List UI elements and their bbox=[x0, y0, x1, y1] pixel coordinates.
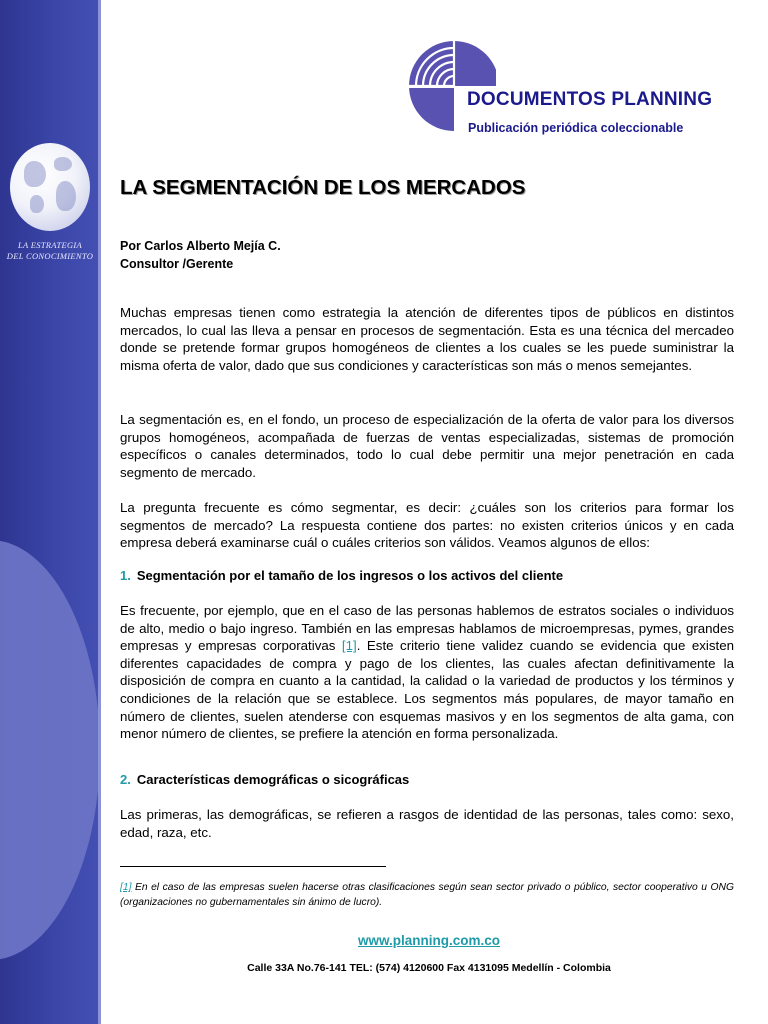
watermark-line bbox=[0, 655, 100, 674]
watermark-line bbox=[0, 788, 100, 807]
document-title: LA SEGMENTACIÓN DE LOS MERCADOS bbox=[120, 176, 526, 199]
watermark-line bbox=[0, 807, 100, 826]
watermark-line bbox=[0, 617, 100, 636]
sidebar-tagline-line1: LA ESTRATEGIA bbox=[17, 240, 83, 250]
footnote bbox=[120, 880, 734, 910]
footnote-reference-link[interactable]: [1] bbox=[341, 638, 357, 654]
section-title-2: Características demográficas o sicográficas bbox=[136, 772, 410, 787]
planning-watermark bbox=[0, 540, 100, 960]
footnote-anchor-link[interactable]: [1] bbox=[120, 882, 132, 893]
footnote-text: En el caso de las empresas suelen hacerse otras clasificaciones según sean sector privado o público, sector cooperativo u ONG (organizaciones no gubernamentales sin ánimo de lucro). bbox=[120, 882, 734, 908]
section-heading-2 bbox=[120, 772, 409, 787]
watermark-line bbox=[0, 674, 100, 693]
sidebar-band bbox=[0, 0, 101, 1024]
watermark-line bbox=[0, 769, 100, 788]
author-role: Consultor /Gerente bbox=[120, 257, 234, 271]
sidebar-tagline bbox=[2, 240, 98, 262]
watermark-text bbox=[0, 540, 100, 902]
author-name: Por Carlos Alberto Mejía C. bbox=[120, 239, 281, 253]
documentos-planning-logo-icon bbox=[408, 40, 496, 132]
paragraph-5: Las primeras, las demográficas, se refieren a rasgos de identidad de las personas, tales como: sexo, edad, raza, etc. bbox=[120, 807, 734, 840]
website-link[interactable]: www.planning.com.co bbox=[357, 933, 500, 948]
watermark-line bbox=[0, 636, 100, 655]
paragraph-4-text-b: . Este criterio tiene validez cuando se evidencia que existen diferentes capacidades de compra y pago de los clientes, las cuales afectan definitivamente la disposición de compra en cuanto a la cantidad, la calidad o la variedad de productos y los términos y condiciones de la relación que se establece. Los segmentos más populares, de mayor tamaño en número de clientes, suelen atenderse con esquemas masivos y en los segmentos de alta gama, con menor número de clientes, se prefiere la atención en forma personalizada. bbox=[120, 638, 734, 742]
watermark-line bbox=[0, 845, 100, 864]
watermark-line bbox=[0, 731, 100, 750]
paragraph-1: Muchas empresas tienen como estrategia la atención de diferentes tipos de públicos en distintos mercados, lo cual las lleva a pensar en procesos de segmentación. Esta es una técnica del mercadeo donde se pretende formar grupos homogéneos de clientes a los cuales se les puede suministrar la misma oferta de valor, dado que sus condiciones y características son más o menos semejantes. bbox=[120, 305, 734, 373]
author-block bbox=[120, 237, 281, 273]
footer-address: Calle 33A No.76-141 TEL: (574) 4120600 Fax 4131095 Medellín - Colombia bbox=[247, 962, 611, 974]
section-heading-1 bbox=[120, 568, 563, 583]
sidebar-edge bbox=[98, 0, 101, 1024]
watermark-line bbox=[0, 598, 100, 617]
logo-subtitle: Publicación periódica coleccionable bbox=[468, 121, 684, 135]
watermark-line bbox=[0, 560, 100, 579]
paragraph-4-text-a: Es frecuente, por ejemplo, que en el caso de las personas hablemos de estratos sociales o individuos de alto, medio o bajo ingreso. También en las empresas hablamos de microempresas, pymes, grandes empresas y empresas corporativas bbox=[120, 603, 734, 654]
footnote-divider bbox=[120, 866, 386, 867]
paragraph-3: La pregunta frecuente es cómo segmentar, es decir: ¿cuáles son los criterios para formar los segmentos de mercado? La respuesta contiene dos partes: no existen criterios únicos y en cada empresa deberá examinarse cuál o cuáles criterios son válidos. Veamos algunos de ellos: bbox=[120, 500, 734, 551]
section-number-1: 1. bbox=[120, 568, 131, 583]
watermark-line bbox=[0, 712, 100, 731]
watermark-line bbox=[0, 693, 100, 712]
globe-logo-icon bbox=[10, 143, 90, 231]
logo-title: DOCUMENTOS PLANNING bbox=[467, 89, 713, 110]
footer-website bbox=[0, 932, 768, 950]
section-title-1: Segmentación por el tamaño de los ingresos o los activos del cliente bbox=[136, 568, 564, 583]
sidebar-tagline-line2: DEL CONOCIMIENTO bbox=[6, 251, 94, 261]
watermark-line bbox=[0, 579, 100, 598]
watermark-line bbox=[0, 826, 100, 845]
watermark-line bbox=[0, 883, 100, 902]
paragraph-4 bbox=[120, 602, 734, 743]
watermark-line bbox=[0, 750, 100, 769]
watermark-line bbox=[0, 864, 100, 883]
section-number-2: 2. bbox=[120, 772, 131, 787]
paragraph-2: La segmentación es, en el fondo, un proceso de especialización de la oferta de valor para los diversos grupos homogéneos, acompañada de fuerzas de ventas especializadas, sistemas de promoción específicos o canales determinados, todo lo cual debe permitir una mejor penetración en cada segmento de mercado. bbox=[120, 412, 734, 480]
